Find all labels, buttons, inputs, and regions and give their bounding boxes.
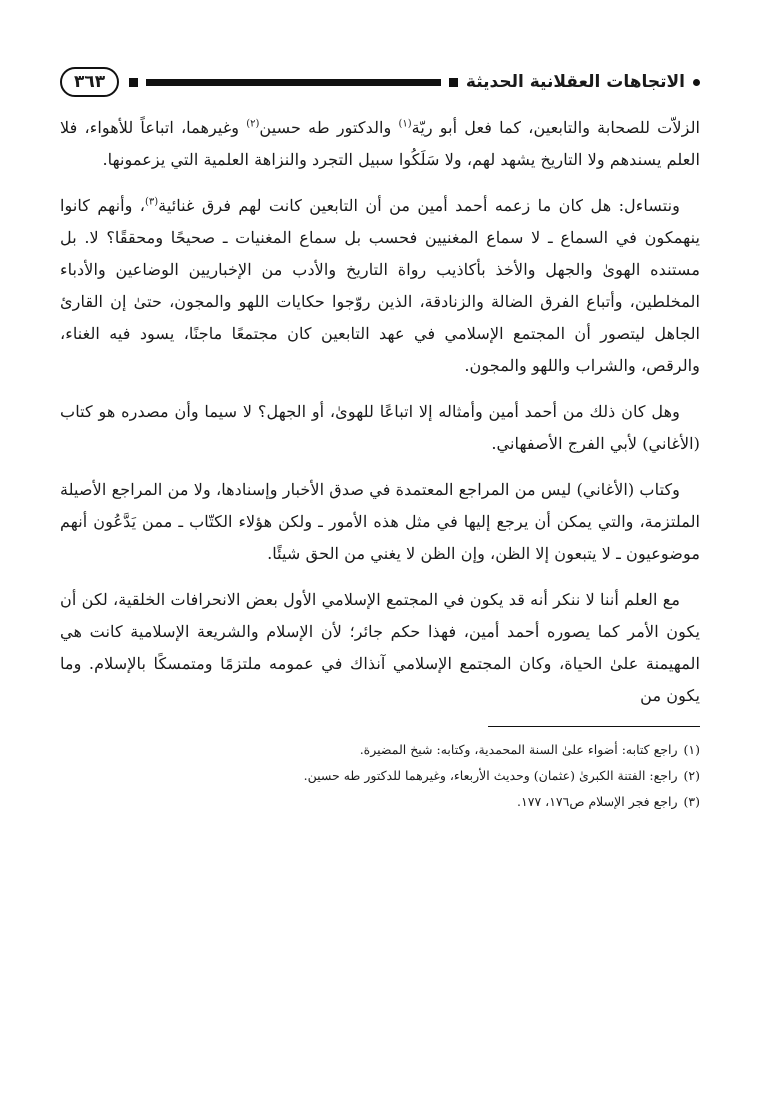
footnote-1 [60, 737, 700, 763]
book-page [60, 60, 700, 1050]
footnote-number: (١) [683, 742, 700, 757]
paragraph-4: وكتاب (الأغاني) ليس من المراجع المعتمدة في صدق الأخبار وإسنادها، ولا من المراجع الأصيلة الملتزمة، والتي يمكن أن يرجع إليها في مثل هذه الأمور ـ ولكن هؤلاء الكتّاب ـ ممن يَدَّعُون أنهم موضوعيون ـ لا يتبعون إلا الظن، وإن الظن لا يغني من الحق شيئًا. [60, 480, 700, 563]
page-number: ٣٦٣ [60, 67, 119, 97]
footnotes [60, 737, 700, 815]
running-title: الاتجاهات العقلانية الحديثة [465, 72, 685, 92]
header-bullet-icon [693, 79, 700, 86]
paragraph-5: مع العلم أننا لا ننكر أنه قد يكون في المجتمع الإسلامي الأول بعض الانحرافات الخلقية، لكن أن يكون الأمر كما يصوره أحمد أمين، فهذا حكم جائر؛ لأن الإسلام والشريعة الإسلامية كانت هي المهيمنة علىٰ الحياة، وكان المجتمع الإسلامي آنذاك في عمومه ملتزمًا ومتمسكًا بالإسلام. وما يكون من [60, 590, 700, 705]
header-rule-start-square [129, 78, 138, 87]
running-header [60, 60, 700, 104]
header-rule-end-square [449, 78, 458, 87]
footnote-2 [60, 763, 700, 789]
footnote-text: راجع: الفتنة الكبرىٰ (عثمان) وحديث الأربعاء، وغيرهما للدكتور طه حسين. [303, 768, 678, 783]
main-text [60, 112, 700, 712]
footnote-number: (٣) [683, 794, 700, 809]
footnote-separator [488, 726, 700, 727]
footnote-number: (٢) [683, 768, 700, 783]
footnote-ref-2[interactable]: (٢) [246, 118, 260, 130]
footnote-text: راجع كتابه: أضواء علىٰ السنة المحمدية، وكتابه: شيخ المضيرة. [359, 742, 678, 757]
footnote-3 [60, 789, 700, 815]
header-rule [146, 79, 441, 86]
footnote-ref-1[interactable]: (١) [398, 118, 412, 130]
paragraph-1: الزلاّت للصحابة والتابعين، كما فعل أبو ريّة$^{(١)}$ والدكتور طه حسين$^{(٢)}$ وغيرهما، اتباعاً للأهواء، فلا العلم يسندهم ولا التاريخ يشهد لهم، ولا سَلَكُوا سبيل التجرد والنزاهة العلمية التي يزعمونها. [60, 118, 700, 169]
paragraph-2: ونتساءل: هل كان ما زعمه أحمد أمين من أن التابعين كانت لهم فرق غنائية$^{(٣)}$، وأنهم كانوا ينهمكون في السماع ـ لا سماع المغنيين فحسب بل سماع المغنيات ـ صحيحًا ومحققًا؟ لا. بل مستنده الهوىٰ والجهل والأخذ بأكاذيب رواة التاريخ والأدب من الإخباريين الوضاعين والأدباء المخلطين، وأتباع الفرق الضالة والزنادقة، الذين روّجوا حكايات اللهو والمجون، حتىٰ إن القارئ الجاهل ليتصور أن المجتمع الإسلامي في عهد التابعين كان مجتمعًا ماجنًا، يسود فيه الغناء، والرقص، والشراب واللهو والمجون. [60, 196, 700, 375]
footnote-ref-3[interactable]: (٣) [144, 196, 159, 208]
footnote-text: راجع فجر الإسلام ص١٧٦، ١٧٧. [517, 794, 678, 809]
paragraph-3: وهل كان ذلك من أحمد أمين وأمثاله إلا اتباعًا للهوىٰ، أو الجهل؟ لا سيما وأن مصدره هو كتاب (الأغاني) لأبي الفرج الأصفهاني. [60, 402, 700, 453]
